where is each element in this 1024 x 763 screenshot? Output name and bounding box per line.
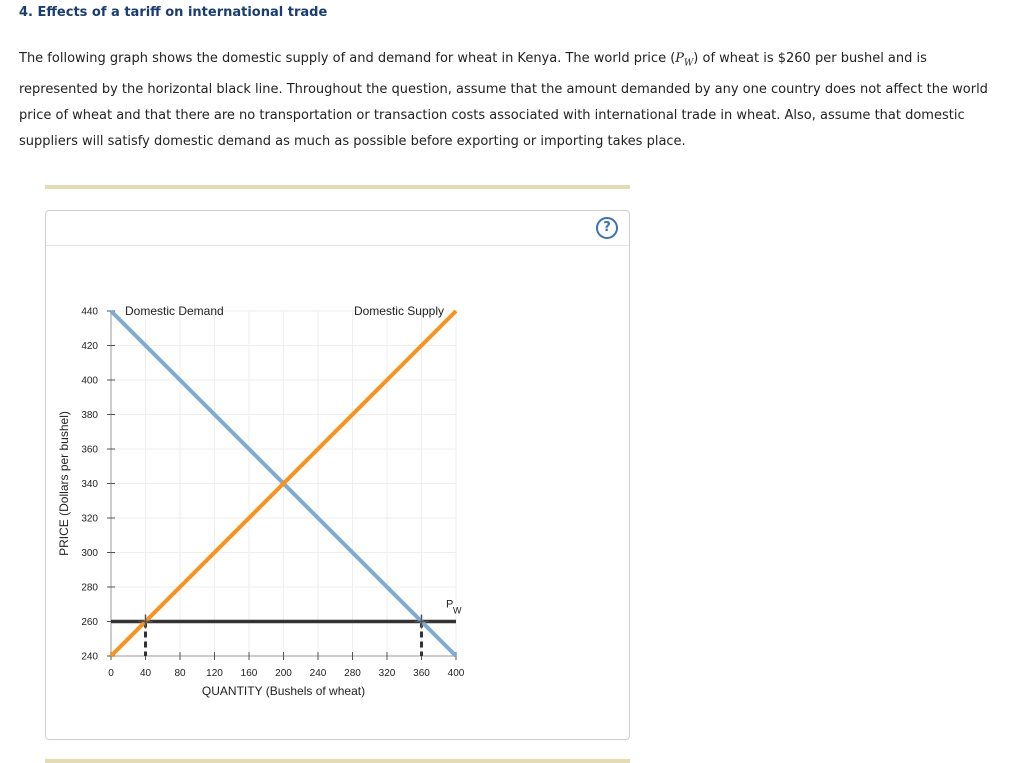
y-tick-label: 440 (81, 306, 98, 318)
intro-text-part1: The following graph shows the domestic supply of and demand for wheat in Kenya. The world price ( (19, 51, 676, 66)
y-axis-label: PRICE (Dollars per bushel) (57, 411, 71, 556)
tariff-graph (46, 211, 629, 739)
x-tick-label: 360 (413, 668, 430, 679)
world-price-label: P (446, 598, 454, 611)
world-price-symbol: $P_W$ (675, 51, 694, 69)
question-intro (19, 46, 1004, 155)
y-tick-label: 320 (81, 513, 98, 525)
y-tick-label: 400 (81, 375, 98, 387)
intro-text-part2: ) of wheat is $260 per bushel and is represented by the horizontal black line. Throughout the question, assume that the amount demanded by any one country does not affect the world price of wheat and that there are no transportation or transaction costs associated with international trade in wheat. Also, assume that domestic suppliers will satisfy domestic demand as much as possible before exporting or importing takes place. (19, 51, 988, 149)
x-tick-label: 160 (240, 668, 258, 679)
y-tick-label: 280 (81, 582, 98, 594)
x-tick-label: 80 (174, 668, 186, 679)
x-tick-label: 320 (378, 668, 396, 679)
question-title: 4. Effects of a tariff on international trade (19, 5, 328, 20)
x-tick-label: 400 (447, 668, 465, 679)
x-tick-label: 200 (275, 668, 292, 679)
y-tick-label: 420 (81, 341, 98, 352)
y-tick-label: 340 (81, 479, 98, 490)
x-tick-label: 40 (139, 668, 152, 679)
section-divider-bottom (45, 759, 630, 763)
x-tick-label: 280 (344, 668, 361, 679)
y-tick-label: 360 (81, 444, 98, 456)
y-tick-label: 380 (81, 410, 98, 421)
world-price-label-subscript: W (453, 605, 462, 616)
x-tick-label: 240 (309, 668, 327, 679)
help-icon[interactable]: ? (596, 217, 618, 239)
section-divider-top (45, 185, 630, 189)
x-axis-label: QUANTITY (Bushels of wheat) (201, 684, 366, 698)
graph-panel (45, 210, 630, 740)
y-tick-label: 240 (81, 651, 98, 663)
domestic-demand-label: Domestic Demand (125, 304, 224, 318)
domestic-supply-label: Domestic Supply (353, 304, 444, 318)
y-tick-label: 300 (81, 548, 98, 559)
y-tick-label: 260 (81, 617, 98, 628)
x-tick-label: 0 (108, 668, 114, 679)
x-tick-label: 120 (206, 668, 223, 679)
